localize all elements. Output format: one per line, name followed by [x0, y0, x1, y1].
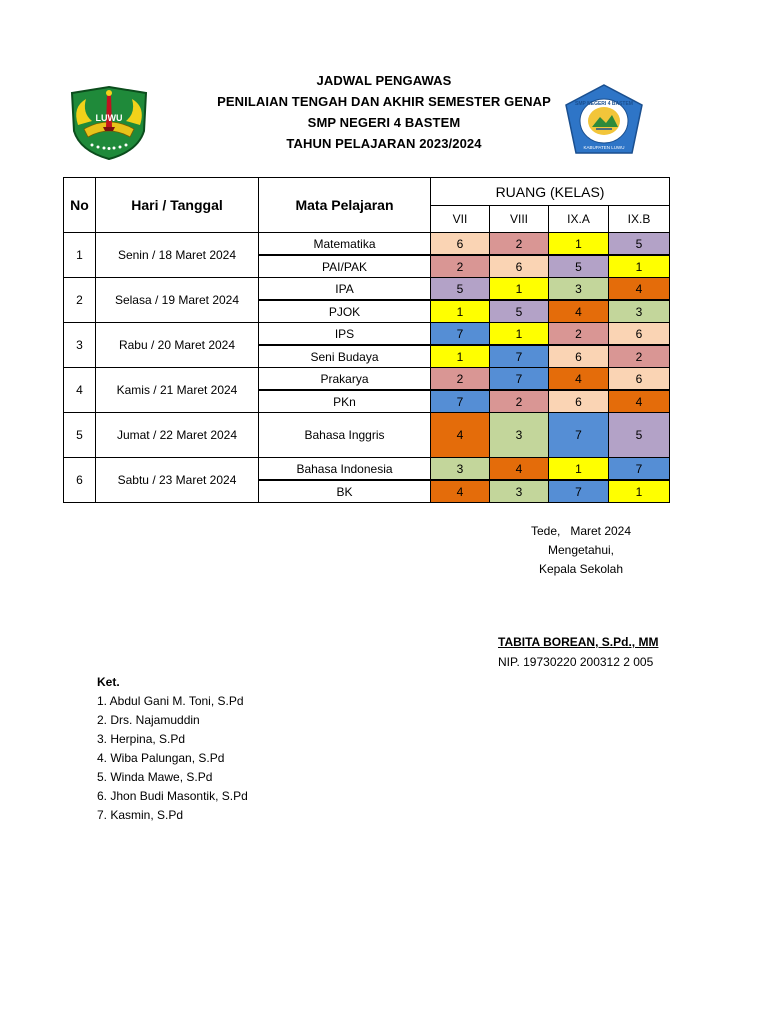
- schedule-row: [64, 323, 670, 346]
- schedule-row: [64, 458, 670, 481]
- legend-item: 7. Kasmin, S.Pd: [97, 808, 184, 822]
- room-viii: VIII: [490, 206, 549, 233]
- schedule-body: [64, 233, 670, 503]
- proctor-assignment-cell: 1: [549, 458, 609, 481]
- legend-title: Ket.: [97, 675, 120, 689]
- proctor-assignment-cell: 3: [431, 458, 490, 481]
- schedule-row: [64, 233, 670, 256]
- proctor-assignment-cell: 3: [490, 413, 549, 458]
- day-date: Rabu / 20 Maret 2024: [96, 323, 259, 368]
- subject-name: Seni Budaya: [259, 345, 431, 368]
- proctor-assignment-cell: 4: [609, 390, 670, 413]
- subject-name: PAI/PAK: [259, 255, 431, 278]
- svg-text:LUWU: LUWU: [95, 113, 123, 123]
- proctor-assignment-cell: 2: [609, 345, 670, 368]
- legend-item: 4. Wiba Palungan, S.Pd: [97, 751, 225, 765]
- header-title: JADWAL PENGAWAS: [316, 73, 452, 88]
- subject-name: Matematika: [259, 233, 431, 256]
- proctor-assignment-cell: 4: [431, 413, 490, 458]
- proctor-legend: [97, 673, 248, 825]
- school-logo: [562, 83, 646, 157]
- proctor-assignment-cell: 7: [549, 480, 609, 503]
- proctor-assignment-cell: 7: [431, 390, 490, 413]
- subject-name: Prakarya: [259, 368, 431, 391]
- legend-item: 6. Jhon Budi Masontik, S.Pd: [97, 789, 248, 803]
- document-header: [0, 70, 768, 154]
- subject-name: Bahasa Inggris: [259, 413, 431, 458]
- day-number: 6: [64, 458, 96, 503]
- subject-name: PKn: [259, 390, 431, 413]
- proctor-assignment-cell: 6: [609, 368, 670, 391]
- legend-item: 2. Drs. Najamuddin: [97, 713, 200, 727]
- proctor-assignment-cell: 6: [431, 233, 490, 256]
- principal-name: TABITA BOREAN, S.Pd., MM: [498, 635, 659, 649]
- proctor-assignment-cell: 3: [609, 300, 670, 323]
- day-date: Kamis / 21 Maret 2024: [96, 368, 259, 413]
- proctor-assignment-cell: 2: [549, 323, 609, 346]
- header-no: No: [64, 178, 96, 233]
- proctor-assignment-cell: 1: [549, 233, 609, 256]
- subject-name: IPA: [259, 278, 431, 301]
- proctor-assignment-cell: 5: [609, 233, 670, 256]
- proctor-assignment-cell: 5: [490, 300, 549, 323]
- day-number: 5: [64, 413, 96, 458]
- subject-name: IPS: [259, 323, 431, 346]
- proctor-assignment-cell: 1: [609, 480, 670, 503]
- schedule-row: [64, 368, 670, 391]
- proctor-assignment-cell: 4: [609, 278, 670, 301]
- proctor-schedule-table: [63, 177, 670, 503]
- header-exam: PENILAIAN TENGAH DAN AKHIR SEMESTER GENAP: [217, 94, 551, 109]
- proctor-assignment-cell: 7: [549, 413, 609, 458]
- proctor-assignment-cell: 2: [490, 390, 549, 413]
- legend-item: 1. Abdul Gani M. Toni, S.Pd: [97, 694, 244, 708]
- subject-name: PJOK: [259, 300, 431, 323]
- day-date: Senin / 18 Maret 2024: [96, 233, 259, 278]
- proctor-assignment-cell: 7: [490, 345, 549, 368]
- proctor-assignment-cell: 3: [490, 480, 549, 503]
- subject-name: BK: [259, 480, 431, 503]
- schedule-row: [64, 413, 670, 458]
- proctor-assignment-cell: 1: [490, 323, 549, 346]
- header-subject: Mata Pelajaran: [259, 178, 431, 233]
- day-number: 1: [64, 233, 96, 278]
- proctor-assignment-cell: 4: [549, 300, 609, 323]
- proctor-assignment-cell: 2: [431, 255, 490, 278]
- day-date: Sabtu / 23 Maret 2024: [96, 458, 259, 503]
- proctor-assignment-cell: 1: [431, 300, 490, 323]
- proctor-assignment-cell: 1: [609, 255, 670, 278]
- subject-name: Bahasa Indonesia: [259, 458, 431, 481]
- proctor-assignment-cell: 4: [431, 480, 490, 503]
- header-year: TAHUN PELAJARAN 2023/2024: [286, 136, 482, 151]
- proctor-assignment-cell: 6: [490, 255, 549, 278]
- day-date: Jumat / 22 Maret 2024: [96, 413, 259, 458]
- room-ixa: IX.A: [549, 206, 609, 233]
- proctor-assignment-cell: 6: [549, 390, 609, 413]
- room-ixb: IX.B: [609, 206, 670, 233]
- header-school: SMP NEGERI 4 BASTEM: [307, 115, 461, 130]
- day-number: 4: [64, 368, 96, 413]
- proctor-assignment-cell: 1: [431, 345, 490, 368]
- signature-block: [496, 522, 666, 579]
- place-date: Tede, Maret 2024: [530, 524, 632, 538]
- header-room: RUANG (KELAS): [431, 178, 670, 206]
- room-vii: VII: [431, 206, 490, 233]
- proctor-assignment-cell: 6: [609, 323, 670, 346]
- proctor-assignment-cell: 6: [549, 345, 609, 368]
- proctor-assignment-cell: 5: [431, 278, 490, 301]
- proctor-assignment-cell: 2: [431, 368, 490, 391]
- proctor-assignment-cell: 4: [490, 458, 549, 481]
- proctor-assignment-cell: 5: [549, 255, 609, 278]
- proctor-assignment-cell: 3: [549, 278, 609, 301]
- schedule-row: [64, 278, 670, 301]
- header-day-date: Hari / Tanggal: [96, 178, 259, 233]
- proctor-assignment-cell: 1: [490, 278, 549, 301]
- principal-nip: NIP. 19730220 200312 2 005: [498, 655, 654, 669]
- proctor-assignment-cell: 7: [490, 368, 549, 391]
- acknowledged-label: Mengetahui,: [547, 543, 615, 557]
- proctor-assignment-cell: 4: [549, 368, 609, 391]
- svg-text:SMP NEGERI 4 BASTEM: SMP NEGERI 4 BASTEM: [575, 101, 633, 107]
- proctor-assignment-cell: 7: [609, 458, 670, 481]
- proctor-assignment-cell: 7: [431, 323, 490, 346]
- legend-item: 3. Herpina, S.Pd: [97, 732, 186, 746]
- legend-item: 5. Winda Mawe, S.Pd: [97, 770, 213, 784]
- day-number: 2: [64, 278, 96, 323]
- proctor-assignment-cell: 2: [490, 233, 549, 256]
- proctor-assignment-cell: 5: [609, 413, 670, 458]
- principal-role: Kepala Sekolah: [538, 562, 624, 576]
- svg-text:KABUPATEN LUWU: KABUPATEN LUWU: [583, 145, 625, 150]
- day-number: 3: [64, 323, 96, 368]
- day-date: Selasa / 19 Maret 2024: [96, 278, 259, 323]
